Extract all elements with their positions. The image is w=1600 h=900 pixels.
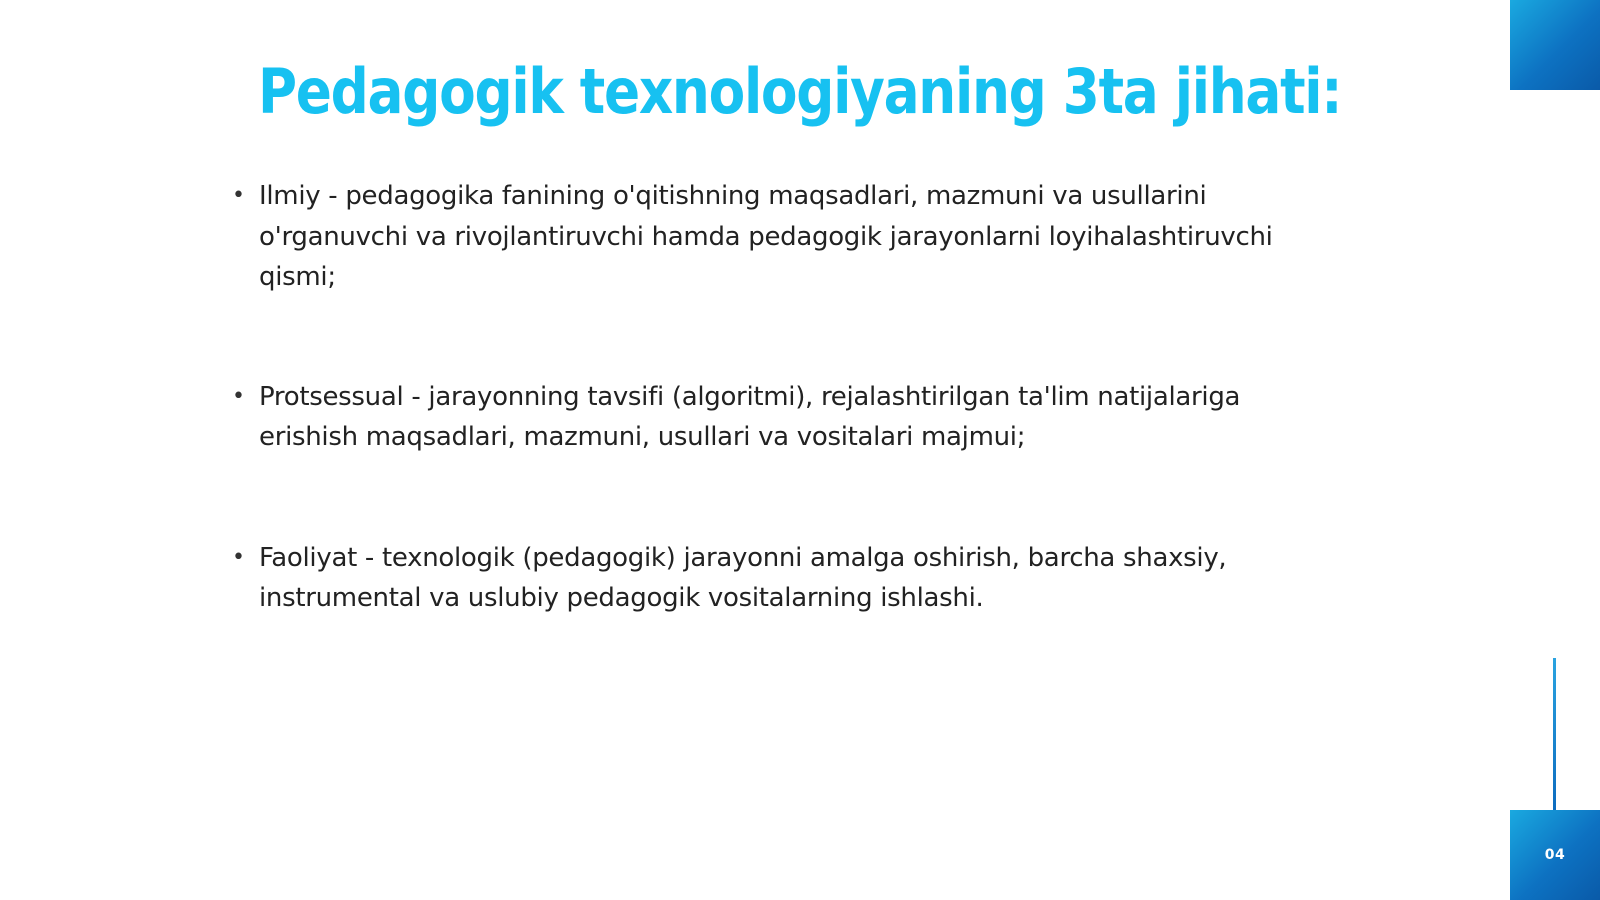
bullet-text: Protsessual - jarayonning tavsifi (algoritmi), rejalashtirilgan ta'lim natijalariga erishish maqsadlari, mazmuni, usullari va vositalari majmui;	[259, 381, 1241, 452]
bullet-item	[232, 176, 1342, 298]
bullet-list	[232, 176, 1342, 619]
bullet-item	[232, 538, 1342, 619]
slide-title: Pedagogik texnologiyaning 3ta jihati:	[258, 55, 1342, 128]
side-accent-line	[1553, 658, 1556, 810]
page-number: 04	[1544, 847, 1566, 863]
bullet-text: Faoliyat - texnologik (pedagogik) jarayonni amalga oshirish, barcha shaxsiy, instrumental va uslubiy pedagogik vositalarning ishlashi.	[259, 542, 1227, 613]
bullet-item	[232, 377, 1342, 458]
corner-decoration-top	[1510, 0, 1600, 90]
bullet-text: Ilmiy - pedagogika fanining o'qitishning maqsadlari, mazmuni va usullarini o'rganuvchi va rivojlantiruvchi hamda pedagogik jarayonlarni loyihalashtiruvchi qismi;	[259, 181, 1273, 292]
bullet-icon: •	[232, 544, 245, 570]
corner-decoration-bottom	[1510, 810, 1600, 900]
bullet-icon: •	[232, 383, 245, 409]
bullet-icon: •	[232, 183, 245, 208]
